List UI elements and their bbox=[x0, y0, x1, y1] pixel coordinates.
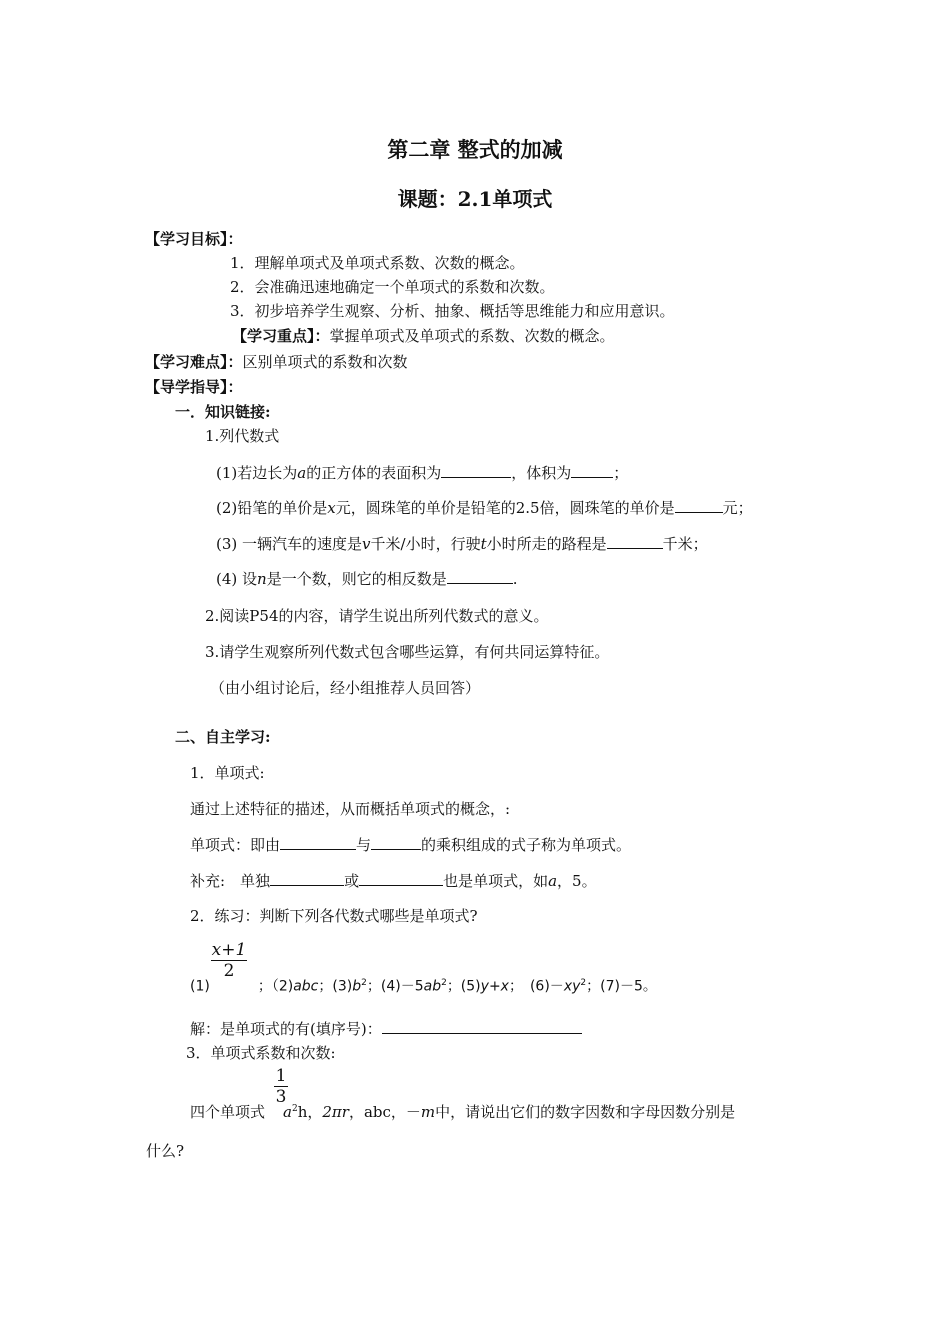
q1-blank-1[interactable] bbox=[441, 463, 511, 478]
q3-blank[interactable] bbox=[607, 534, 663, 549]
question-1 bbox=[216, 463, 628, 483]
key-point-label: 【学习重点】： bbox=[232, 327, 330, 345]
q2-text-c: 元； bbox=[722, 499, 753, 517]
goal-item: 3．初步培养学生观察、分析、抽象、概括等思维能力和应用意识。 bbox=[230, 302, 675, 320]
four-text-c: 中，请说出它们的数字因数和字母因数分别是 bbox=[435, 1103, 736, 1121]
q1-var: a bbox=[297, 464, 307, 482]
answer-prompt: 解：是单项式的有(填序号)： bbox=[190, 1020, 382, 1038]
section1-note: （由小组讨论后，经小组推荐人员回答） bbox=[210, 679, 481, 697]
q4-blank[interactable] bbox=[447, 569, 513, 584]
four-exponent: 2 bbox=[291, 1104, 298, 1114]
question-4 bbox=[216, 569, 518, 589]
q2-blank[interactable] bbox=[675, 498, 723, 513]
q3-text-d: 千米； bbox=[662, 535, 708, 553]
guide-heading: 【导学指导】： bbox=[145, 378, 243, 396]
exercise-5-expr: y+x bbox=[480, 978, 509, 995]
four-ending: 什么? bbox=[146, 1142, 185, 1160]
definition-text-c: 的乘积组成的式子称为单项式。 bbox=[421, 836, 632, 854]
exercise-list bbox=[190, 973, 657, 997]
question-3 bbox=[216, 534, 708, 554]
exercise-6-exponent: 2 bbox=[580, 978, 587, 988]
section1-sub3: 3.请学生观察所列代数式包含哪些运算，有何共同运算特征。 bbox=[205, 643, 610, 661]
key-point-text: 掌握单项式及单项式的系数、次数的概念。 bbox=[329, 327, 615, 345]
difficulty-text: 区别单项式的系数和次数 bbox=[242, 353, 408, 371]
section2-item2: 2．练习：判断下列各代数式哪些是单项式? bbox=[190, 907, 478, 925]
q4-var: n bbox=[257, 570, 267, 588]
section1-sub1: 1.列代数式 bbox=[205, 427, 280, 445]
q2-text-b: 元，圆珠笔的单价是铅笔的2.5倍，圆珠笔的单价是 bbox=[335, 499, 675, 517]
exercise-3-label: ；(3) bbox=[318, 978, 353, 995]
q1-text-b: 的正方体的表面积为 bbox=[306, 464, 442, 482]
four-var-m: m bbox=[420, 1103, 436, 1121]
four-var-a: a bbox=[283, 1103, 292, 1121]
q4-text-b: 是一个数，则它的相反数是 bbox=[266, 570, 447, 588]
q3-var-v: v bbox=[362, 535, 371, 553]
four-text-h: h， bbox=[297, 1103, 323, 1121]
definition-text-a: 单项式：即由 bbox=[190, 836, 281, 854]
section1-sub2: 2.阅读P54的内容，请学生说出所列代数式的意义。 bbox=[205, 607, 549, 625]
difficulty-label: 【学习难点】： bbox=[145, 353, 243, 371]
q3-text-a: (3) 一辆汽车的速度是 bbox=[216, 535, 363, 553]
supplement-blank-1[interactable] bbox=[270, 871, 344, 886]
definition-blank-2[interactable] bbox=[371, 835, 421, 850]
exercise-3-expr: b bbox=[352, 978, 362, 995]
q3-text-b: 千米/小时，行驶 bbox=[370, 535, 481, 553]
lesson-title: 课题：2.1单项式 bbox=[397, 187, 553, 211]
four-monomials bbox=[190, 1099, 735, 1122]
goal-item: 2．会准确迅速地确定一个单项式的系数和次数。 bbox=[230, 278, 555, 296]
section1-heading: 一．知识链接: bbox=[175, 403, 271, 421]
section2-item3: 3．单项式系数和次数: bbox=[186, 1044, 336, 1062]
chapter-title: 第二章 整式的加减 bbox=[387, 137, 563, 162]
answer-blank[interactable] bbox=[382, 1019, 582, 1034]
section2-item1: 1．单项式: bbox=[190, 764, 265, 782]
supplement-text-b: 或 bbox=[344, 872, 360, 890]
four-text-b: ，abc，－ bbox=[348, 1103, 421, 1121]
q3-var-t: t bbox=[480, 535, 487, 553]
exercise-6-expr: xy bbox=[563, 978, 581, 995]
exercise-6-label: ； (6)－ bbox=[508, 978, 564, 995]
fraction-numerator: x+1 bbox=[211, 940, 247, 960]
definition-text-b: 与 bbox=[356, 836, 372, 854]
fraction-denominator: 2 bbox=[211, 960, 247, 981]
q1-text-c: ，体积为 bbox=[511, 464, 572, 482]
section2-intro: 通过上述特征的描述，从而概括单项式的概念，: bbox=[190, 800, 511, 818]
supplement-text-c: 也是单项式，如 bbox=[443, 872, 549, 890]
q1-text-d: ； bbox=[613, 464, 629, 482]
fraction-numerator: 1 bbox=[275, 1066, 287, 1086]
exercise-5-label: ；(5) bbox=[446, 978, 481, 995]
definition-blank-1[interactable] bbox=[280, 835, 356, 850]
q2-var: x bbox=[327, 499, 336, 517]
goals-heading: 【学习目标】： bbox=[145, 230, 243, 248]
q4-text-c: . bbox=[512, 570, 518, 588]
supplement-blank-2[interactable] bbox=[359, 871, 443, 886]
question-2 bbox=[216, 498, 753, 518]
q4-text-a: (4) 设 bbox=[216, 570, 258, 588]
supplement-text-d: ，5。 bbox=[557, 872, 597, 890]
supplement bbox=[190, 871, 597, 891]
q1-blank-2[interactable] bbox=[571, 463, 613, 478]
four-text-a: 四个单项式 bbox=[190, 1103, 266, 1121]
supplement-var: a bbox=[548, 872, 558, 890]
q3-text-c: 小时所走的路程是 bbox=[486, 535, 607, 553]
exercise-1: (1) bbox=[190, 978, 210, 995]
supplement-text-a: 补充: 单独 bbox=[190, 872, 271, 890]
fraction-denominator: 3 bbox=[275, 1087, 287, 1107]
q2-text-a: (2)铅笔的单价是 bbox=[216, 499, 328, 517]
section2-heading: 二、自主学习: bbox=[175, 728, 271, 746]
answer-line bbox=[190, 1019, 582, 1039]
difficulty bbox=[145, 352, 408, 372]
q1-text-a: (1)若边长为 bbox=[216, 464, 298, 482]
key-point bbox=[232, 326, 615, 346]
exercise-4-label: ；(4)－5 bbox=[366, 978, 424, 995]
exercise-7: ；(7)－5。 bbox=[586, 978, 657, 995]
four-expr-2pir: 2πr bbox=[322, 1103, 349, 1121]
exercise-2-label: ；（2) bbox=[257, 978, 294, 995]
definition bbox=[190, 835, 631, 855]
goal-item: 1．理解单项式及单项式系数、次数的概念。 bbox=[230, 254, 525, 272]
exercise-4-expr: ab bbox=[423, 978, 442, 995]
exercise-3-exponent: 2 bbox=[361, 978, 367, 988]
exercise-2-expr: abc bbox=[293, 978, 319, 995]
exercise-4-exponent: 2 bbox=[441, 978, 447, 988]
